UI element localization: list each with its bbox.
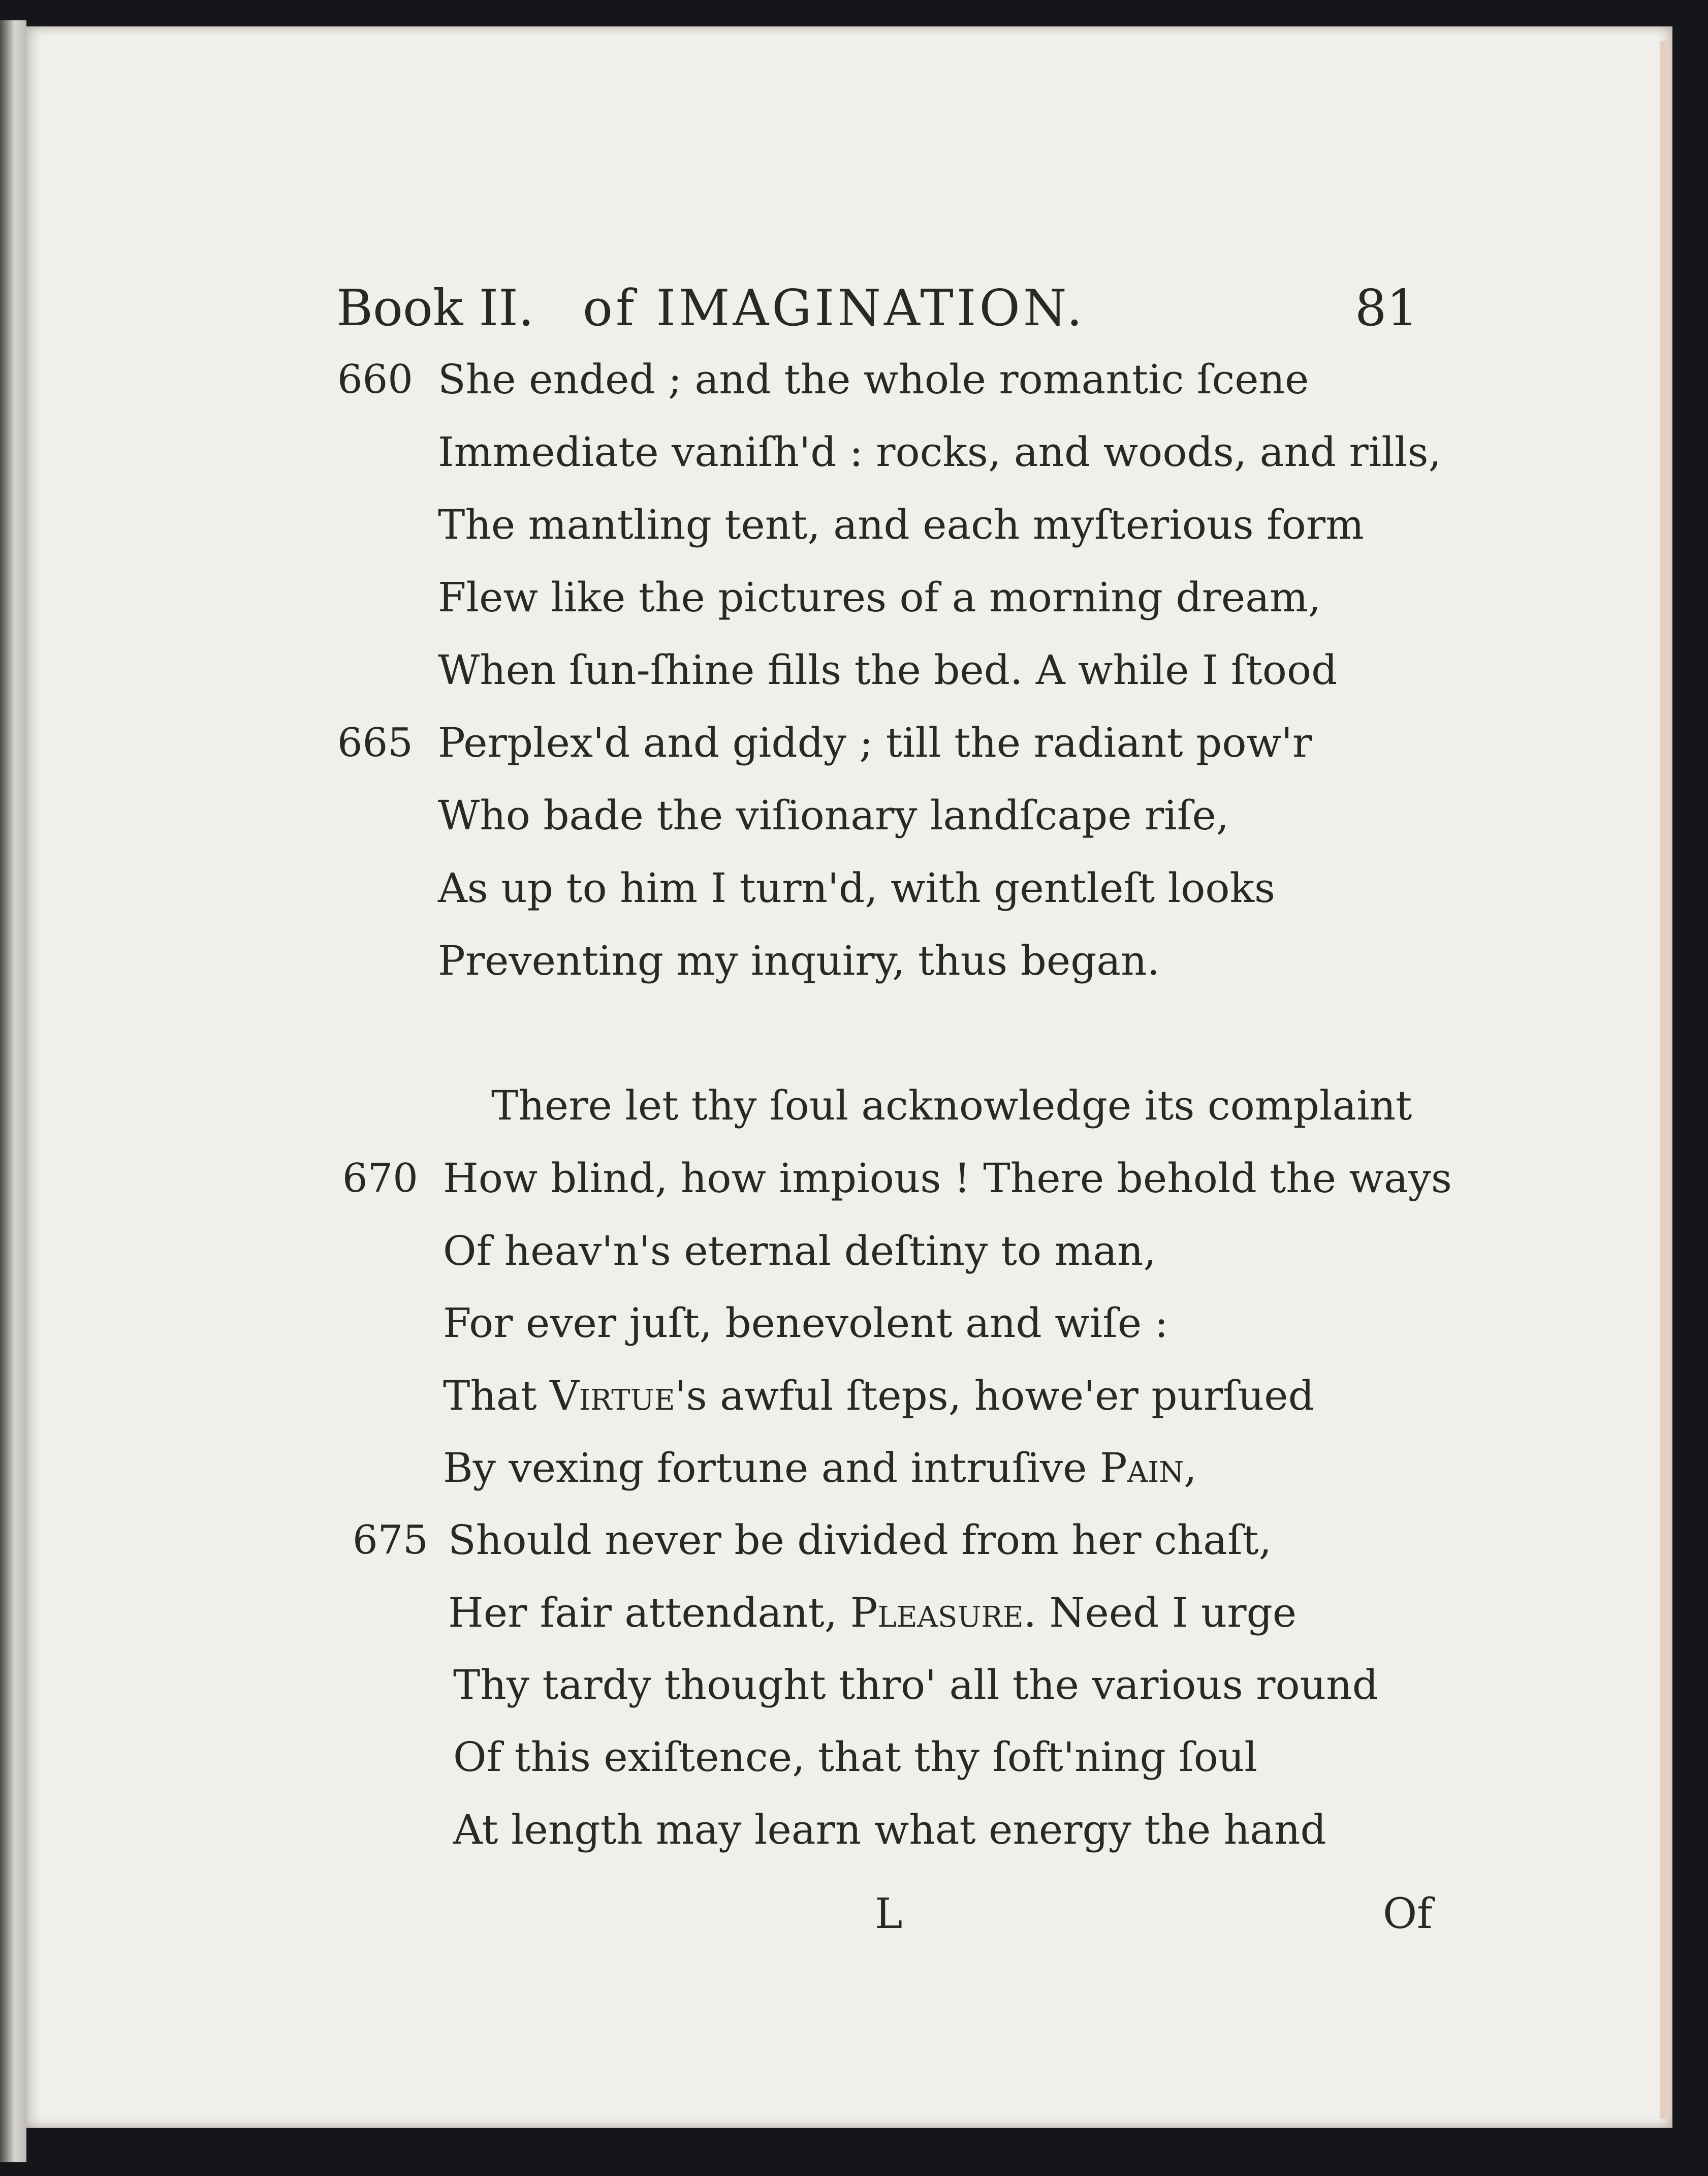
verse-line: Preventing my inquiry, thus began. xyxy=(438,937,1160,984)
line-number-670: 670 xyxy=(342,1156,418,1201)
header-title: of IMAGINATION. xyxy=(583,279,1086,337)
verse-line: For ever juſt, benevolent and wiſe : xyxy=(443,1299,1168,1347)
verse-line: Immediate vaniſh'd : rocks, and woods, and rills, xyxy=(438,428,1441,476)
line-number-665: 665 xyxy=(337,720,413,766)
verse-line: She ended ; and the whole romantic ſcene xyxy=(438,356,1309,403)
previous-leaf-edge xyxy=(0,20,26,2162)
verse-line: Should never be divided from her chaſt, xyxy=(448,1516,1272,1564)
verse-line: Of this exiſtence, that thy ſoft'ning ſoul xyxy=(453,1733,1257,1781)
signature-mark: L xyxy=(875,1890,903,1938)
virtue-small-caps: Virtue xyxy=(550,1372,675,1419)
verse-line: Who bade the viſionary landſcape riſe, xyxy=(438,792,1229,839)
verse-text: That xyxy=(443,1372,550,1419)
pain-small-caps: Pain xyxy=(1099,1444,1184,1491)
verse-text: Her fair attendant, xyxy=(448,1589,850,1636)
pleasure-small-caps: Pleasure xyxy=(850,1589,1024,1636)
verse-line: At length may learn what energy the hand xyxy=(453,1806,1326,1853)
verse-line: Thy tardy thought thro' all the various round xyxy=(453,1661,1378,1708)
verse-text: . Need I urge xyxy=(1023,1589,1297,1636)
header-page-number: 81 xyxy=(1355,279,1418,337)
page-fore-edge xyxy=(1660,41,1668,2119)
verse-line xyxy=(443,1440,1197,1496)
verse-line: Of heav'n's eternal deſtiny to man, xyxy=(443,1227,1156,1274)
catchword: Of xyxy=(1383,1890,1433,1938)
header-book: Book II. xyxy=(336,279,534,337)
verse-line: The mantling tent, and each myſterious form xyxy=(438,501,1364,548)
verse-text: , xyxy=(1184,1444,1197,1491)
verse-line: How blind, how impious ! There behold the ways xyxy=(443,1155,1452,1202)
verse-line: Flew like the pictures of a morning dream, xyxy=(438,574,1321,621)
verse-line: Perplex'd and giddy ; till the radiant pow'r xyxy=(438,719,1312,766)
verse-line xyxy=(448,1585,1296,1641)
verse-paragraph-start: There let thy ſoul acknowledge its complaint xyxy=(491,1082,1412,1129)
verse-text: By vexing fortune and intruſive xyxy=(443,1444,1100,1491)
line-number-675: 675 xyxy=(353,1517,428,1563)
verse-line: As up to him I turn'd, with gentleſt looks xyxy=(438,864,1276,912)
page-sheet xyxy=(26,26,1672,2128)
line-number-660: 660 xyxy=(337,357,413,402)
verse-line xyxy=(443,1368,1314,1424)
verse-text: 's awful ſteps, howe'er purſued xyxy=(675,1372,1314,1419)
verse-line: When ſun-ſhine fills the bed. A while I ſtood xyxy=(438,646,1338,694)
